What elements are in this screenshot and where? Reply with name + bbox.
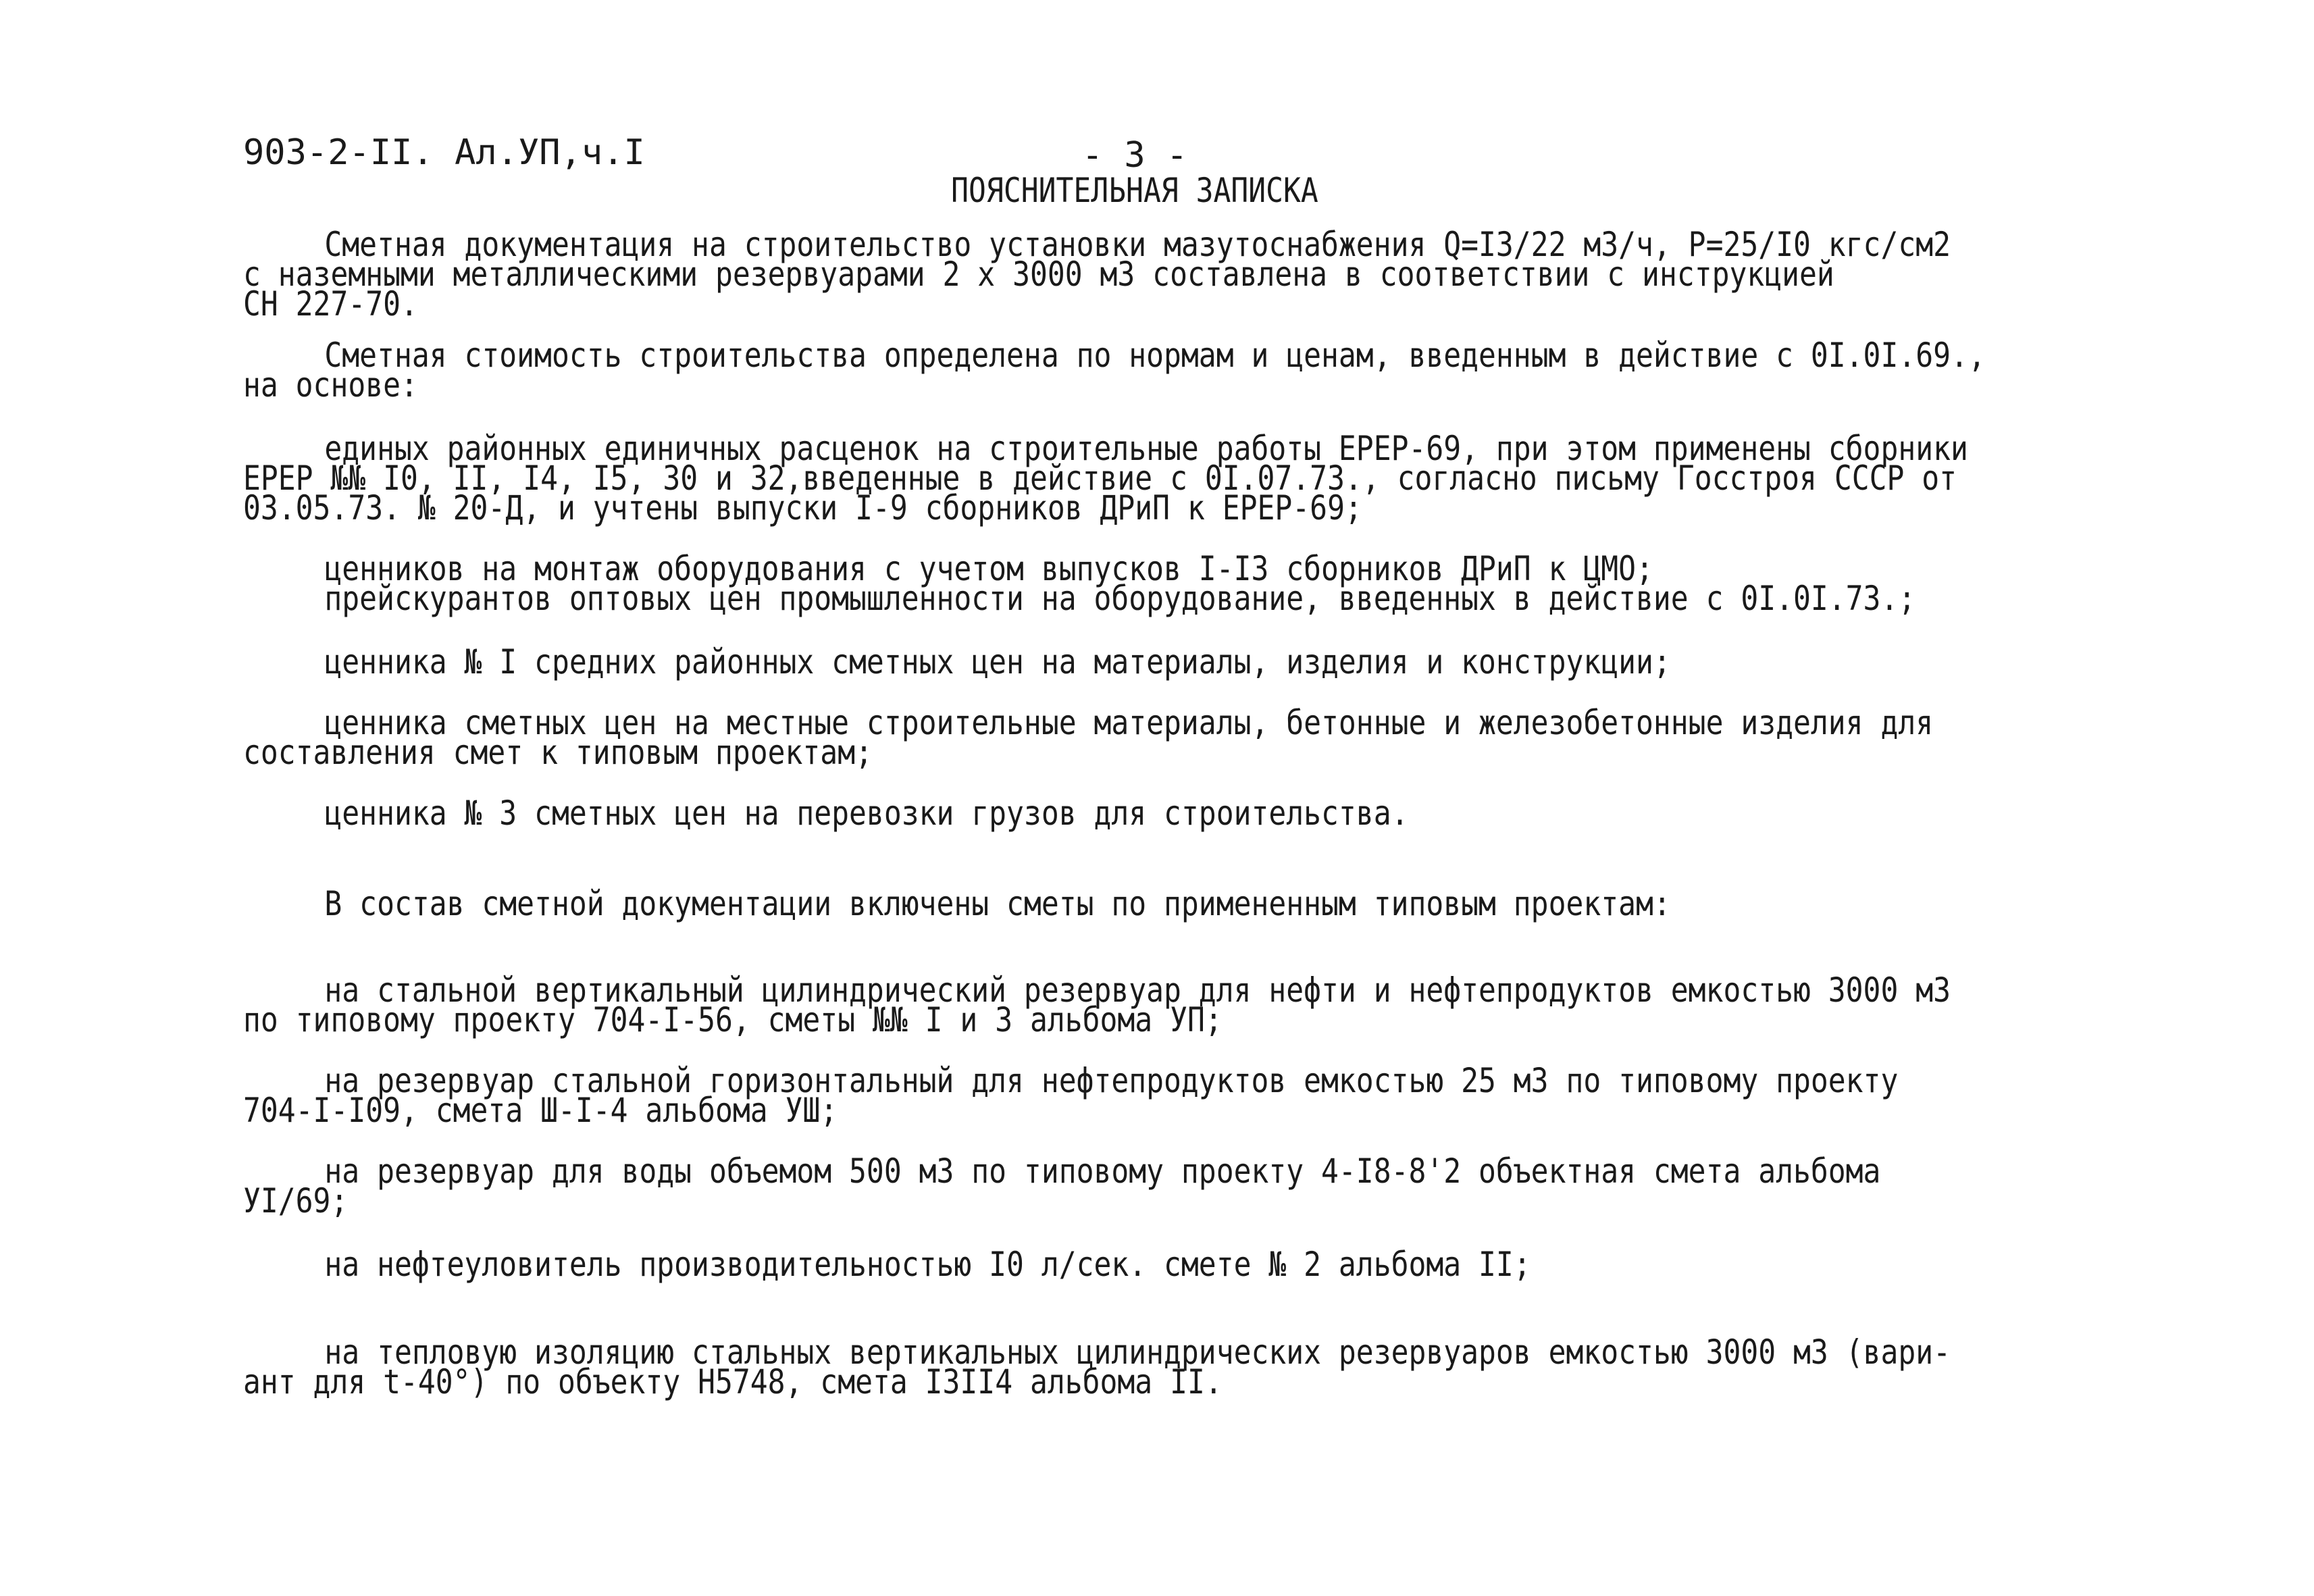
text-line: прейскурантов оптовых цен промышленности на оборудование, введенных в действие с 0I.0I.73.; [324, 579, 1916, 618]
text-line: ценника № 3 сметных цен на перевозки грузов для строительства. [324, 794, 1409, 833]
paragraph-horizontal-tank [243, 1061, 1986, 1130]
text-line: на тепловую изоляцию стальных вертикальных цилиндрических резервуаров емкостью 3000 м3 (вари- [324, 1333, 1951, 1372]
text-line: 704-I-I09, смета Ш-I-4 альбома УШ; [243, 1091, 838, 1130]
text-line: на стальной вертикальный цилиндрический резервуар для нефти и нефтепродуктов емкостью 3000 м3 [324, 971, 1951, 1010]
text-line: ЕРЕР №№ I0, II, I4, I5, 30 и 32,введенные в действие с 0I.07.73., согласно письму Госстроя СССР от [243, 459, 1957, 498]
text-line: по типовому проекту 704-I-56, сметы №№ I и 3 альбома УП; [243, 1000, 1223, 1039]
text-line: ценника сметных цен на местные строительные материалы, бетонные и железобетонные изделия для [324, 703, 1934, 742]
paragraph-oil-trap [243, 1245, 1986, 1284]
paragraph-equipment-prices [243, 549, 1986, 618]
paragraph-price-list-1 [243, 642, 1986, 681]
text-line: составления смет к типовым проектам; [243, 733, 873, 772]
paragraph-erer [243, 429, 1986, 527]
paragraph-included-estimates [243, 884, 1986, 923]
paragraph-vertical-tank [243, 971, 1986, 1039]
text-line: единых районных единичных расценок на строительные работы ЕРЕР-69, при этом применены сборники [324, 429, 1968, 468]
text-line: ценников на монтаж оборудования с учетом выпусков I-I3 сборников ДРиП к ЦМО; [324, 549, 1653, 588]
text-line: Сметная документация на строительство установки мазутоснабжения Q=I3/22 м3/ч, P=25/I0 кгс/см2 [324, 225, 1951, 264]
paragraph-thermal-insulation [243, 1333, 1986, 1401]
text-line: СН 227-70. [243, 284, 418, 324]
text-line: на основе: [243, 365, 418, 405]
text-line: на нефтеуловитель производительностью I0 л/сек. смете № 2 альбома II; [324, 1245, 1531, 1284]
paragraph-price-list-3 [243, 794, 1986, 833]
document-code: 903-2-II. Ал.УП,ч.I [243, 132, 645, 173]
paragraph-intro [243, 225, 1986, 324]
document-title: ПОЯСНИТЕЛЬНАЯ ЗАПИСКА [951, 171, 1318, 210]
text-line: УI/69; [243, 1181, 349, 1220]
text-line: на резервуар стальной горизонтальный для нефтепродуктов емкостью 25 м3 по типовому проекту [324, 1061, 1899, 1100]
text-line: ант для t-40°) по объекту Н5748, смета I3II4 альбома II. [243, 1362, 1223, 1401]
text-line: ценника № I средних районных сметных цен на материалы, изделия и конструкции; [324, 642, 1671, 681]
page-number: - 3 - [1081, 135, 1188, 176]
text-line: Сметная стоимость строительства определена по нормам и ценам, введенным в действие с 0I.0I.69., [324, 336, 1986, 375]
paragraph-cost-basis [243, 336, 1986, 405]
text-line: 03.05.73. № 20-Д, и учтены выпуски I-9 сборников ДРиП к ЕРЕР-69; [243, 488, 1362, 527]
paragraph-local-materials [243, 703, 1986, 772]
text-line: с наземными металлическими резервуарами 2 х 3000 м3 составлена в соответствии с инструкцией [243, 255, 1834, 294]
text-line: В состав сметной документации включены сметы по примененным типовым проектам: [324, 884, 1671, 923]
paragraph-water-tank [243, 1152, 1986, 1220]
text-line: на резервуар для воды объемом 500 м3 по типовому проекту 4-I8-8'2 объектная смета альбома [324, 1152, 1881, 1191]
